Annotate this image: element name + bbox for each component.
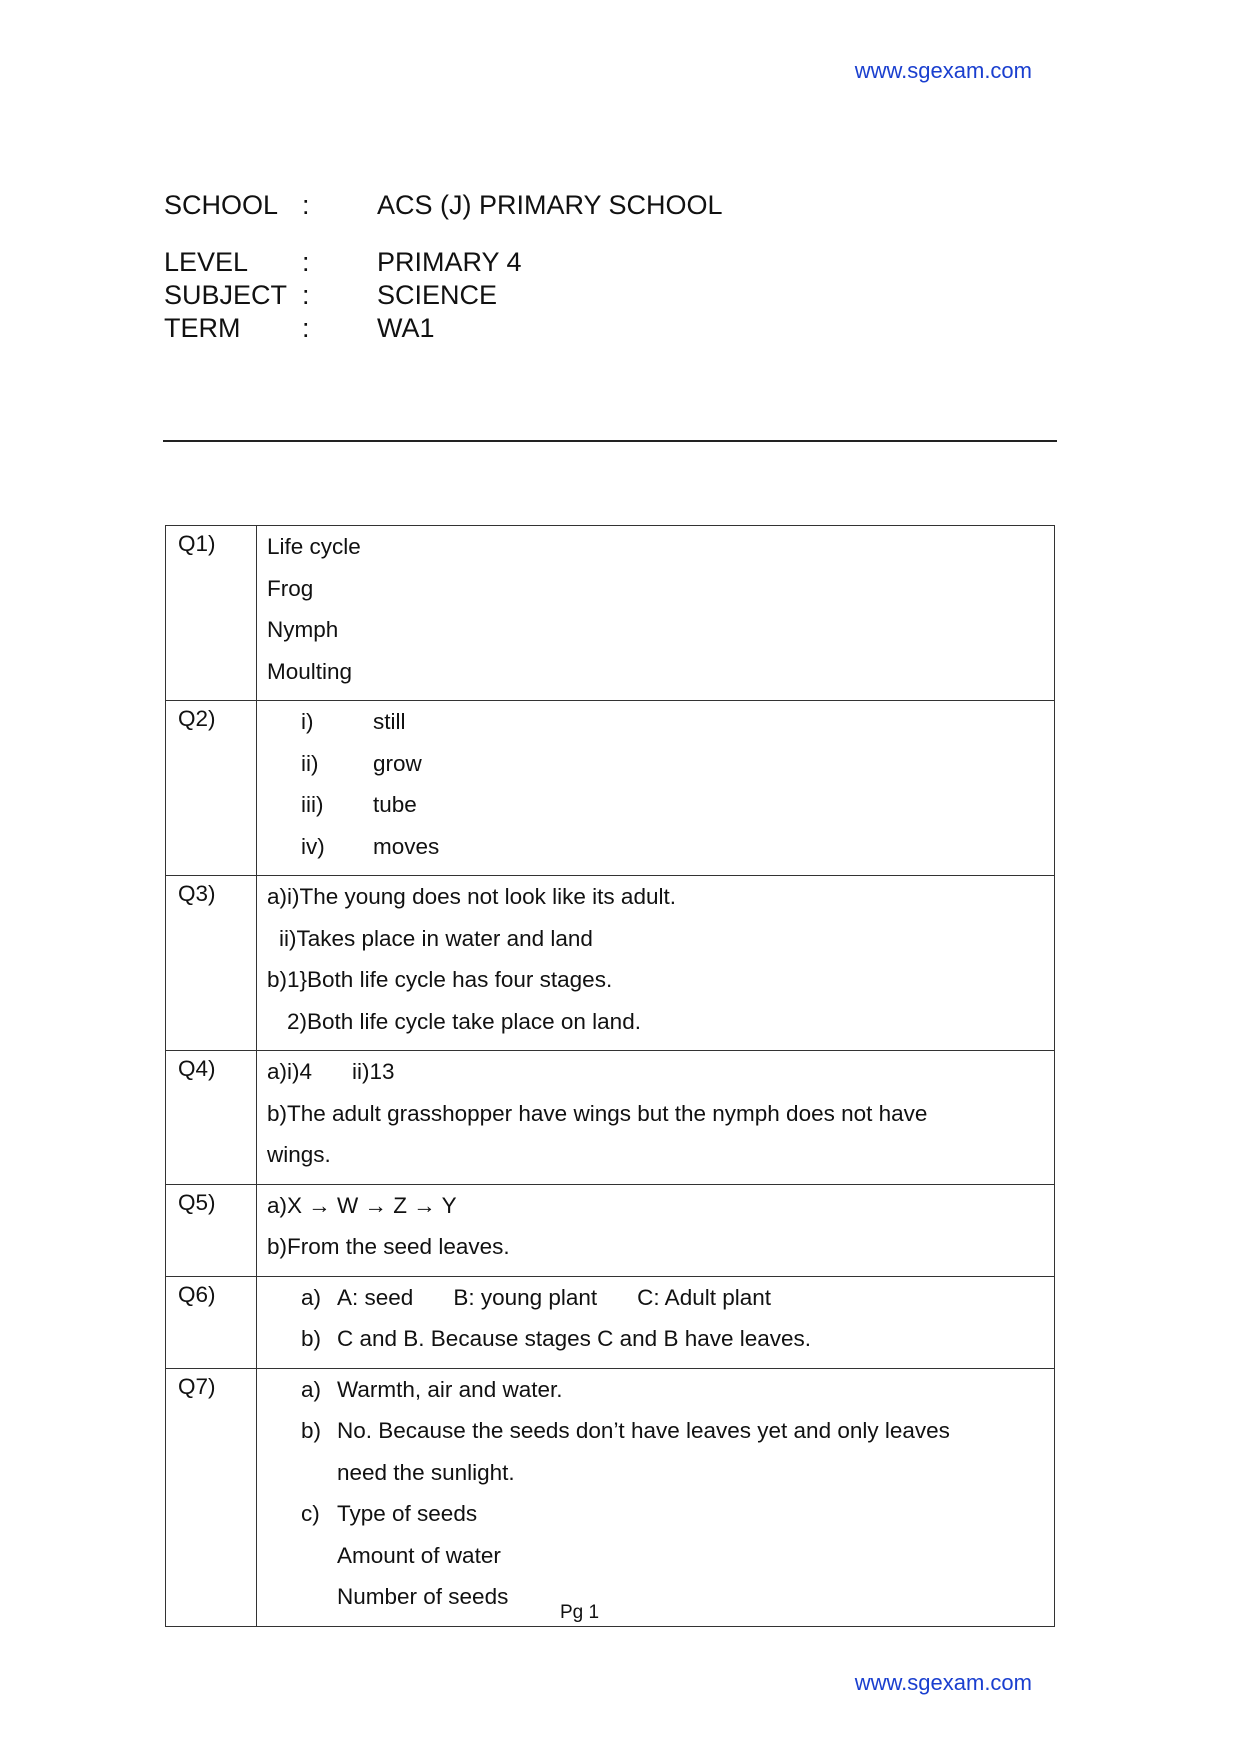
answer-row-q1 xyxy=(166,526,1055,701)
level-label: LEVEL xyxy=(164,247,249,277)
answer-line: b)From the seed leaves. xyxy=(267,1234,510,1259)
answer-line xyxy=(267,1051,1044,1093)
answer-text: a)i)4 xyxy=(267,1059,313,1084)
colon: : xyxy=(302,313,310,343)
answer-text: A: seed xyxy=(337,1284,414,1310)
answer-text: ii)13 xyxy=(352,1059,395,1084)
colon: : xyxy=(302,247,310,277)
page-number: Pg 1 xyxy=(560,1602,600,1623)
answer-line: Amount of water xyxy=(337,1542,501,1568)
sub-letter: a) xyxy=(301,1284,322,1310)
answer-cell xyxy=(257,876,1055,1051)
header-divider xyxy=(163,440,1057,442)
question-number: Q6) xyxy=(166,1276,257,1368)
answer-text: Warmth, air and water. xyxy=(337,1376,563,1402)
answer-line: need the sunlight. xyxy=(337,1459,515,1485)
sub-letter: c) xyxy=(301,1501,320,1526)
answer-line xyxy=(267,1493,1044,1535)
answer-line xyxy=(267,701,1044,743)
answer-line: Number of seeds xyxy=(337,1584,509,1609)
answer-line: a)X → W → Z → Y xyxy=(267,1192,457,1218)
answer-line: Moulting xyxy=(267,658,353,684)
answer-cell xyxy=(257,1051,1055,1185)
answer-cell xyxy=(257,526,1055,701)
answer-text: No. Because the seeds don’t have leaves yet and only leaves xyxy=(337,1418,950,1443)
answer-text: moves xyxy=(373,833,440,859)
answer-line xyxy=(267,1369,1044,1411)
answer-row-q6 xyxy=(166,1276,1055,1368)
roman-numeral: iv) xyxy=(301,833,325,859)
answer-text: Type of seeds xyxy=(337,1501,478,1526)
sub-letter: b) xyxy=(301,1326,322,1351)
term-label: TERM xyxy=(164,313,241,343)
answer-row-q4 xyxy=(166,1051,1055,1185)
site-url-bottom[interactable]: www.sgexam.com xyxy=(854,1670,1032,1695)
answer-line: 2)Both life cycle take place on land. xyxy=(287,1008,641,1034)
answer-text: C and B. Because stages C and B have leaves. xyxy=(337,1326,812,1351)
answer-text: grow xyxy=(373,750,422,776)
answer-cell xyxy=(257,1184,1055,1276)
answer-line xyxy=(267,1318,1044,1360)
term-value: WA1 xyxy=(377,313,435,343)
answer-line: Frog xyxy=(267,575,314,601)
roman-numeral: ii) xyxy=(301,750,319,776)
answer-line xyxy=(267,1277,1044,1319)
answer-line xyxy=(267,784,1044,826)
colon: : xyxy=(302,280,310,310)
subject-label: SUBJECT xyxy=(164,280,288,310)
question-number: Q4) xyxy=(166,1051,257,1185)
school-label: SCHOOL xyxy=(164,190,279,220)
roman-numeral: iii) xyxy=(301,792,324,817)
answer-line: wings. xyxy=(267,1142,331,1167)
answer-row-q3 xyxy=(166,876,1055,1051)
answer-row-q7 xyxy=(166,1368,1055,1626)
sub-letter: b) xyxy=(301,1418,322,1443)
answer-text: C: Adult plant xyxy=(637,1284,772,1310)
answer-line: ii)Takes place in water and land xyxy=(279,925,593,951)
answer-cell xyxy=(257,701,1055,876)
answer-line: a)i)The young does not look like its adult. xyxy=(267,884,676,909)
answer-text: still xyxy=(373,709,406,734)
answer-line xyxy=(267,1410,1044,1452)
answer-line xyxy=(267,743,1044,785)
school-value: ACS (J) PRIMARY SCHOOL xyxy=(377,190,723,220)
answer-text: tube xyxy=(373,792,417,817)
question-number: Q5) xyxy=(166,1184,257,1276)
answer-table xyxy=(165,525,1055,1627)
level-value: PRIMARY 4 xyxy=(377,247,522,277)
answer-line: b)The adult grasshopper have wings but the nymph does not have xyxy=(267,1100,928,1126)
sub-letter: a) xyxy=(301,1376,322,1402)
question-number: Q7) xyxy=(166,1368,257,1626)
answer-row-q5 xyxy=(166,1184,1055,1276)
answer-line: b)1}Both life cycle has four stages. xyxy=(267,967,613,992)
question-number: Q3) xyxy=(166,876,257,1051)
question-number: Q1) xyxy=(166,526,257,701)
answer-cell xyxy=(257,1276,1055,1368)
answer-row-q2 xyxy=(166,701,1055,876)
subject-value: SCIENCE xyxy=(377,280,498,310)
answer-cell xyxy=(257,1368,1055,1626)
answer-text: B: young plant xyxy=(453,1284,598,1310)
roman-numeral: i) xyxy=(301,709,314,734)
colon: : xyxy=(302,190,310,220)
site-url-top[interactable]: www.sgexam.com xyxy=(854,58,1032,83)
answer-line: Nymph xyxy=(267,617,339,642)
answer-line: Life cycle xyxy=(267,534,361,559)
answer-line xyxy=(267,826,1044,868)
question-number: Q2) xyxy=(166,701,257,876)
